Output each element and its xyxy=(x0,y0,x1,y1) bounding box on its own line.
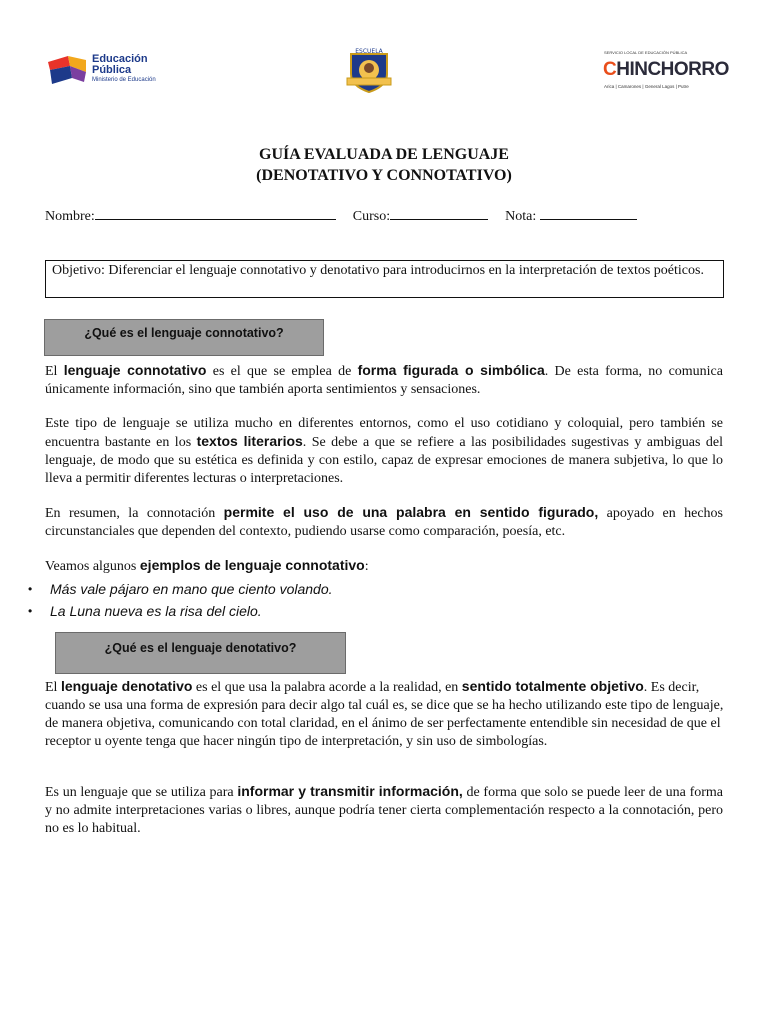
curso-label: Curso: xyxy=(352,209,391,224)
nota-field[interactable] xyxy=(540,207,637,220)
paragraph-denotativo-definition: El lenguaje denotativo es el que usa la palabra acorde a la realidad, en sentido totalmente objetivo. Es decir, cuando se usa una forma de expresión para decir algo tal cuál es, se dice que se ha hecho utilizando este tipo de lenguaje, de manera objetiva, comunicando con total claridad, en el ánimo de ser perfectamente entendible sin necesidad de que el receptor u oyente tenga que hacer ningún tipo de interpretación, y sin uso de simbologías. xyxy=(45,678,724,749)
nota-label: Nota: xyxy=(505,209,537,224)
paragraph-examples-intro: Veamos algunos ejemplos de lenguaje connotativo: xyxy=(45,557,369,574)
school-emblem-logo xyxy=(343,46,395,94)
bullet-icon: • xyxy=(28,604,33,618)
list-item: • La Luna nueva es la risa del cielo. xyxy=(28,600,333,622)
examples-list xyxy=(28,578,333,622)
chinchorro-communes: Arica | Camarones | General Lagos | Putre xyxy=(604,84,689,89)
chinchorro-brand: CHINCHORRO xyxy=(603,59,729,80)
logo-text-publica: Pública xyxy=(92,64,132,76)
educacion-publica-logo xyxy=(46,52,176,88)
school-emblem-text: ESCUELA xyxy=(355,48,383,55)
list-item: • Más vale pájaro en mano que ciento volando. xyxy=(28,578,333,600)
chinchorro-logo xyxy=(603,50,729,92)
paragraph-denotativo-uses: Es un lenguaje que se utiliza para informar y transmitir información, de forma que solo se puede leer de una forma y no admite interpretaciones varias o libres, aunque podría tener cierta complementación respecto a la connotación, pero no es lo habitual. xyxy=(45,783,724,836)
objective-box: Objetivo: Diferenciar el lenguaje connotativo y denotativo para introducirnos en la interpretación de textos poéticos. xyxy=(45,260,724,298)
paragraph-connotativo-uses: Este tipo de lenguaje se utiliza mucho en diferentes entornos, como el uso cotidiano y coloquial, pero también se encuentra bastante en los textos literarios. Se debe a que se refiere a las posibilidades sugestivas y ambiguas del lenguaje, de modo que su estética es definida y con estilo, capaz de expresar emociones de manera subjetiva, lo que lo lleva a permitir diferentes lecturas o interpretaciones. xyxy=(45,416,724,486)
nombre-label: Nombre: xyxy=(45,209,95,224)
section-heading-denotativo: ¿Qué es el lenguaje denotativo? xyxy=(55,632,346,674)
slep-label: SERVICIO LOCAL DE EDUCACIÓN PÚBLICA xyxy=(604,50,688,55)
document-title: GUÍA EVALUADA DE LENGUAJE xyxy=(259,146,509,163)
paragraph-connotativo-definition: El lenguaje connotativo es el que se emplea de forma figurada o simbólica. De esta forma, no comunica únicamente información, sino que también aporta sentimientos y sensaciones. xyxy=(45,362,723,397)
nombre-field[interactable] xyxy=(95,207,336,220)
document-subtitle: (DENOTATIVO Y CONNOTATIVO) xyxy=(256,167,512,184)
curso-field[interactable] xyxy=(390,207,488,220)
student-fields xyxy=(45,207,637,225)
paragraph-connotativo-summary: En resumen, la connotación permite el uso de una palabra en sentido figurado, apoyado en hechos circunstanciales que dependen del contexto, pudiendo usarse como comparación, poesía, etc. xyxy=(45,504,723,539)
logo-text-educacion: Educación xyxy=(92,53,148,65)
flag-logo-icon xyxy=(46,54,88,86)
bullet-icon: • xyxy=(28,582,33,596)
logo-text-ministerio: Ministerio de Educación xyxy=(92,77,156,83)
section-heading-connotativo: ¿Qué es el lenguaje connotativo? xyxy=(44,319,324,356)
